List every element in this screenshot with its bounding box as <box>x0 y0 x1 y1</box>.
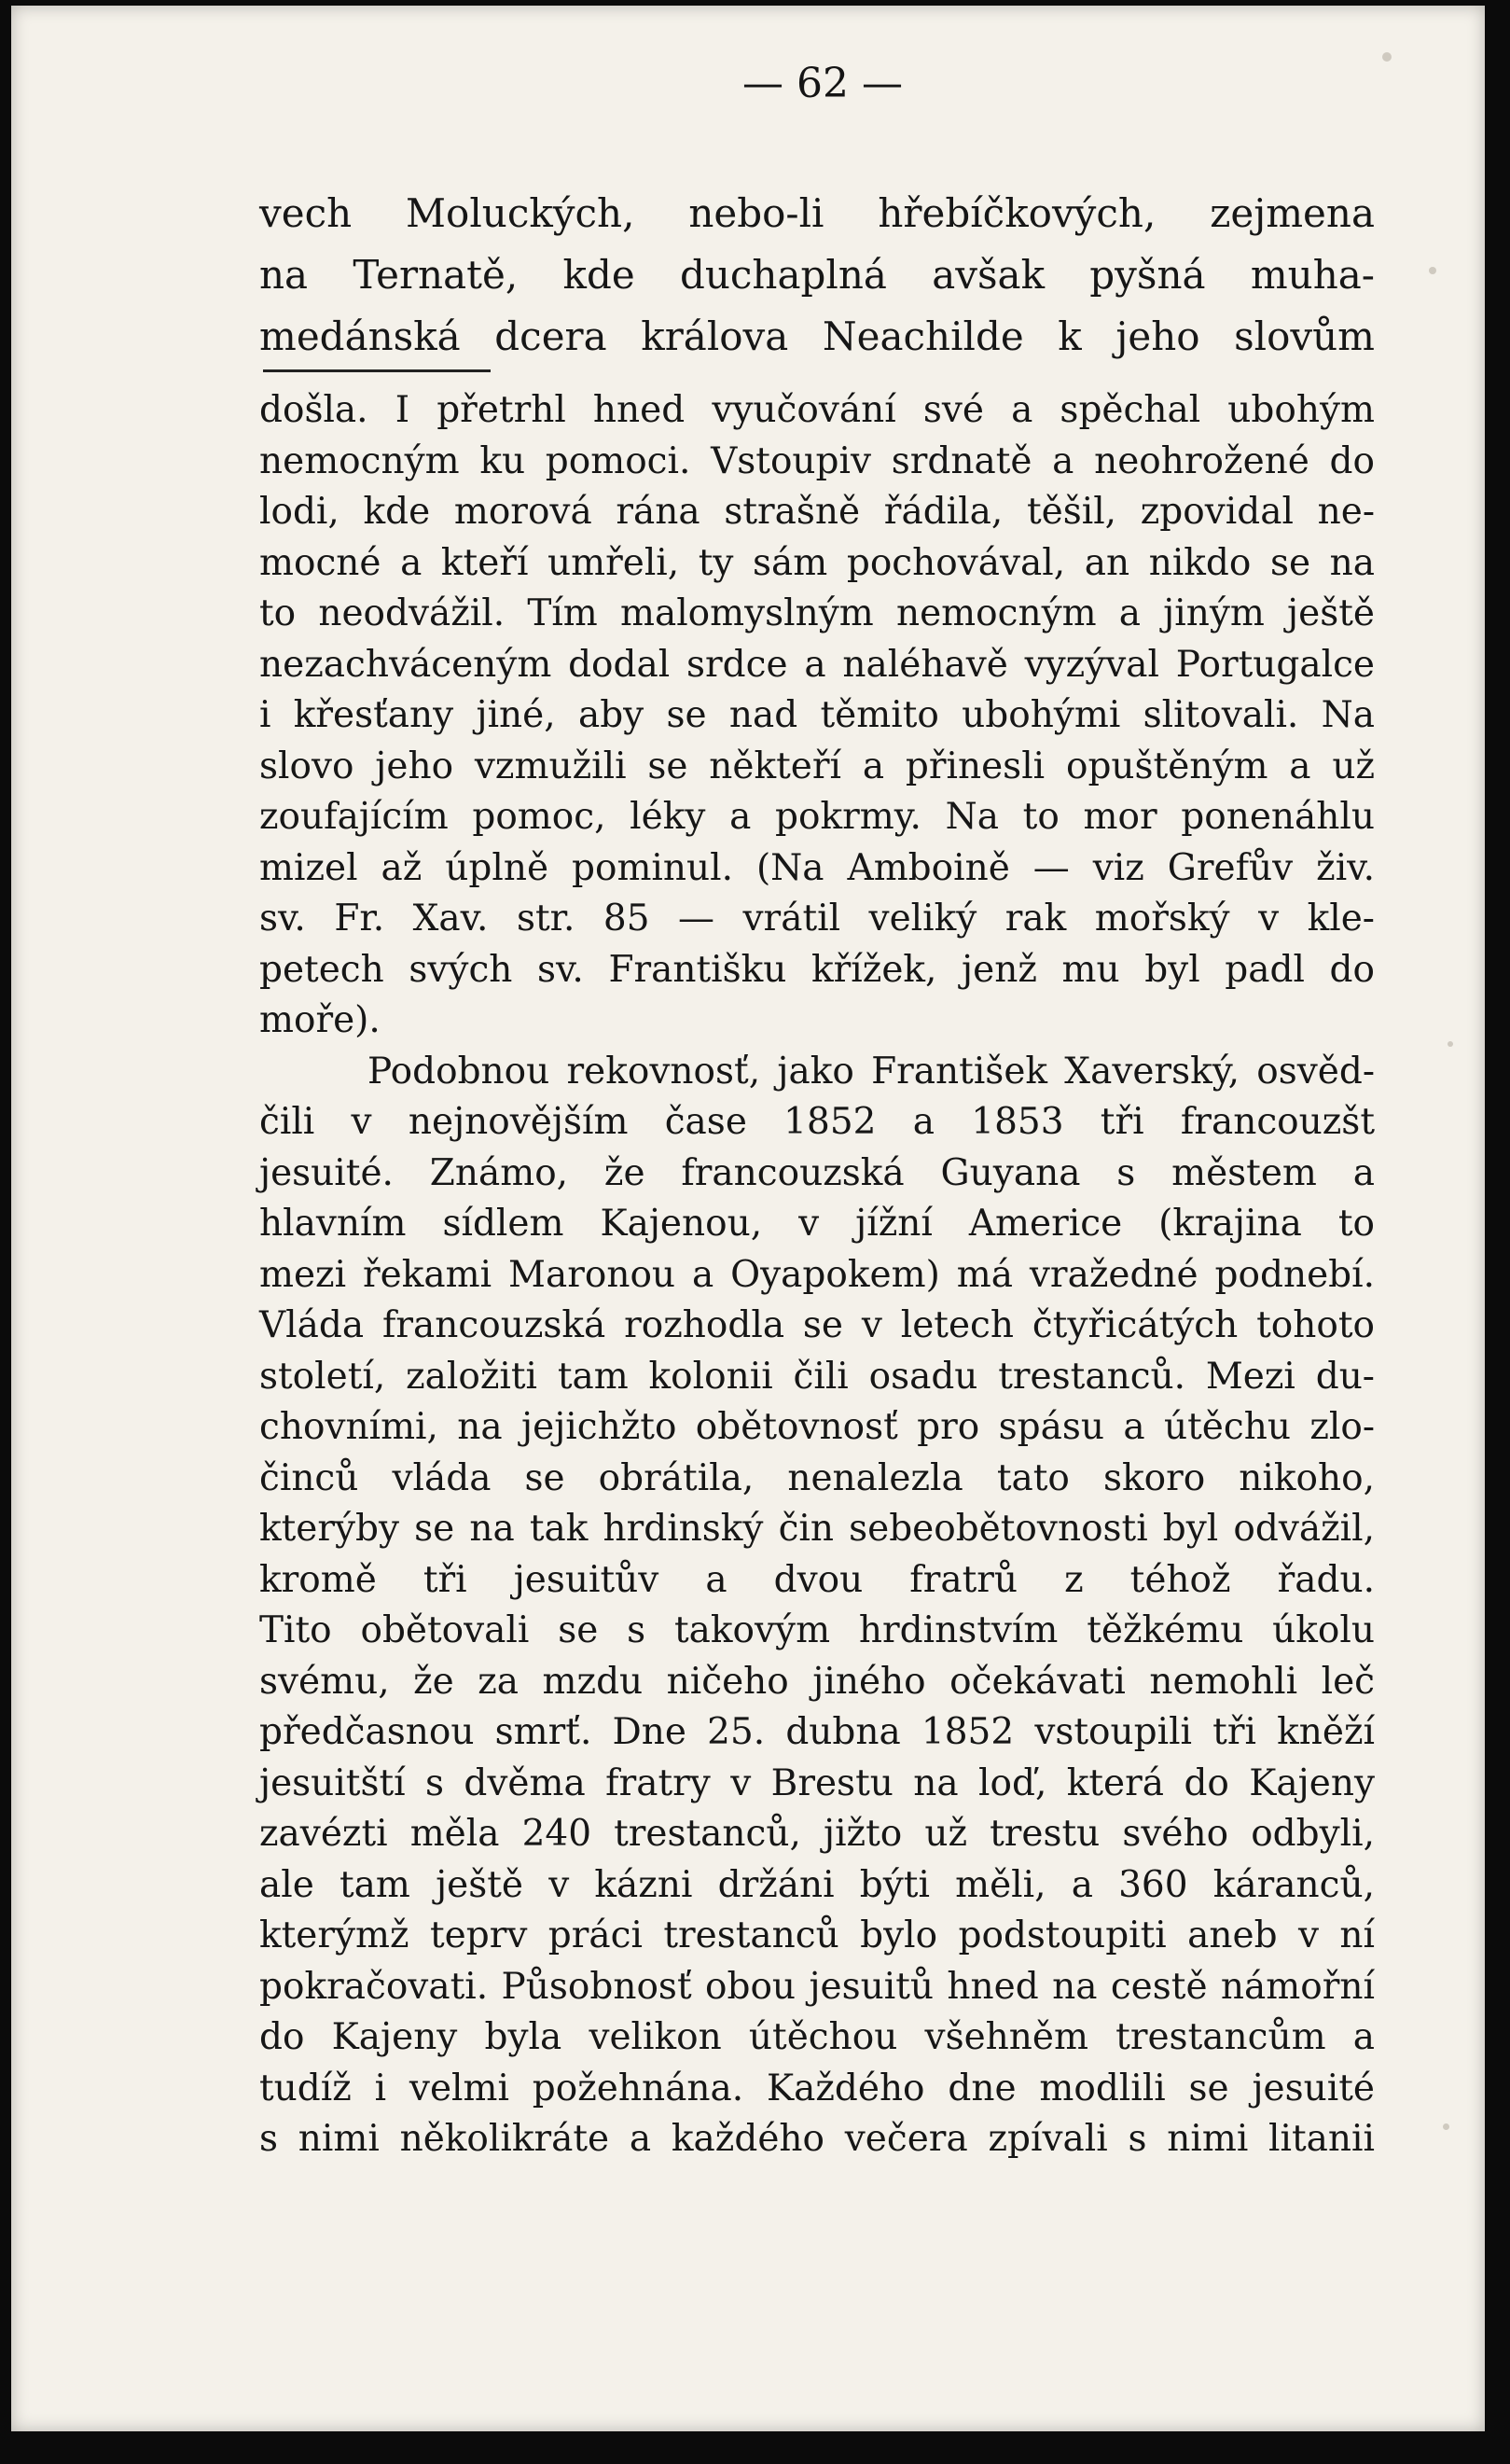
text-line: vech Moluckých, nebo-li hřebíčkových, zejmena <box>259 190 1375 236</box>
text-line: jesuité. Známo, že francouzská Guyana s městem a <box>259 1151 1375 1194</box>
paper-speck <box>1448 1041 1453 1047</box>
text-line: i křesťany jiné, aby se nad těmito ubohými slitovali. Na <box>259 694 1375 736</box>
text-line: kterýby se na tak hrdinský čin sebeobětovnosti byl odvážil, <box>259 1508 1375 1550</box>
text-line: to neodvážil. Tím malomyslným nemocným a jiným ještě <box>259 592 1375 634</box>
text-line: do Kajeny byla velikon útěchou všehněm trestancům a <box>259 2016 1375 2058</box>
text-line: lodi, kde morová rána strašně řádila, těšil, zpovidal ne- <box>259 491 1375 533</box>
paragraph-guyana <box>259 1047 1375 2165</box>
text-line: slovo jeho vzmužili se někteří a přinesli opuštěným a už <box>259 745 1375 787</box>
text-line: moře). <box>259 999 381 1041</box>
text-line: Tito obětovali se s takovým hrdinstvím těžkému úkolu <box>259 1609 1375 1651</box>
book-page <box>11 6 1485 2431</box>
text-line: s nimi několikráte a každého večera zpívali s nimi litanii <box>259 2118 1375 2160</box>
text-line: Vláda francouzská rozhodla se v letech čtyřicátých tohoto <box>259 1304 1375 1346</box>
page-number: — 62 — <box>742 60 903 107</box>
text-line: mezi řekami Maronou a Oyapokem) má vražedné podnebí. <box>259 1253 1375 1296</box>
text-line: pokračovati. Působnosť obou jesuitů hned na cestě námořní <box>259 1965 1375 2008</box>
text-line: kterýmž teprv práci trestanců bylo podstoupiti aneb v ní <box>259 1914 1375 1956</box>
paragraph-plague <box>259 385 1375 1047</box>
text-line: hlavním sídlem Kajenou, v jížní Americe (krajina to <box>259 1203 1375 1245</box>
text-line: na Ternatě, kde duchaplná avšak pyšná muha- <box>259 252 1375 298</box>
page-text <box>259 183 1375 2165</box>
text-line: medánská dcera králova Neachilde k jeho slovům <box>259 313 1375 359</box>
text-line: činců vláda se obrátila, nenalezla tato skoro nikoho, <box>259 1456 1375 1499</box>
text-line: tudíž i velmi požehnána. Každého dne modlili se jesuité <box>259 2067 1375 2109</box>
section-rule <box>263 369 491 372</box>
text-line: čili v nejnovějším čase 1852 a 1853 tři francouzšt <box>259 1101 1375 1143</box>
text-line: jesuitští s dvěma fratry v Brestu na loď, která do Kajeny <box>259 1761 1375 1804</box>
text-line: zavézti měla 240 trestanců, jižto už trestu svého odbyli, <box>259 1813 1375 1855</box>
paper-speck <box>1382 52 1392 62</box>
text-line: svému, že za mzdu ničeho jiného očekávati nemohli leč <box>259 1660 1375 1703</box>
text-line: petech svých sv. Františku křížek, jenž mu byl padl do <box>259 948 1375 991</box>
text-line: století, založiti tam kolonii čili osadu trestanců. Mezi du- <box>259 1355 1375 1398</box>
paper-speck <box>1429 267 1436 274</box>
text-line: ale tam ještě v kázni držáni býti měli, a 360 káranců, <box>259 1863 1375 1906</box>
text-line: předčasnou smrť. Dne 25. dubna 1852 vstoupili tři kněží <box>259 1711 1375 1753</box>
text-line: kromě tři jesuitův a dvou fratrů z téhož řadu. <box>259 1558 1375 1601</box>
text-line: nezachváceným dodal srdce a naléhavě vyzýval Portugalce <box>259 643 1375 686</box>
text-line: Podobnou rekovnosť, jako František Xaverský, osvěd- <box>367 1050 1375 1093</box>
text-line: nemocným ku pomoci. Vstoupiv srdnatě a neohrožené do <box>259 439 1375 482</box>
paper-speck <box>1443 2123 1449 2130</box>
text-line: mocné a kteří umřeli, ty sám pochovával, an nikdo se na <box>259 541 1375 584</box>
text-line: mizel až úplně pominul. (Na Amboině — viz Grefův živ. <box>259 846 1375 889</box>
text-line: došla. I přetrhl hned vyučování své a spěchal ubohým <box>259 389 1375 431</box>
paragraph-continuation-top <box>259 183 1375 368</box>
text-line: zoufajícím pomoc, léky a pokrmy. Na to mor ponenáhlu <box>259 796 1375 838</box>
text-line: chovními, na jejichžto obětovnosť pro spásu a útěchu zlo- <box>259 1406 1375 1448</box>
text-line: sv. Fr. Xav. str. 85 — vrátil veliký rak mořský v kle- <box>259 898 1375 940</box>
